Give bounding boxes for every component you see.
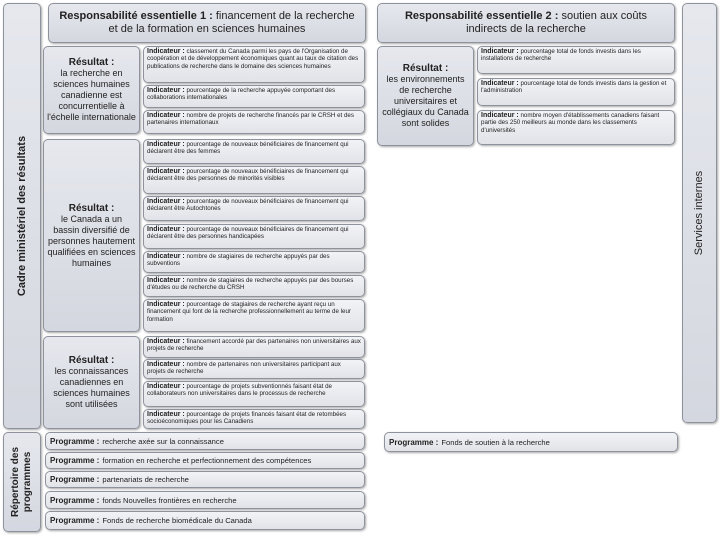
indicator-2-1: Indicateur : pourcentage de nouveaux bénéficiaires de financement qui déclarent être des femmes [143, 139, 365, 164]
indicator-2-5: Indicateur : nombre de stagiaires de recherche appuyés par des subventions [143, 251, 365, 273]
indicator-3-2: Indicateur : nombre de partenaires non universitaires participant aux projets de recherche [143, 359, 365, 379]
indicator-1-2: Indicateur : pourcentage de la recherche appuyée comportant des collaborations internationales [143, 85, 365, 108]
indicator-3-3: Indicateur : pourcentage de projets subventionnés faisant état de collaborateurs non universitaires dans le processus de recherche [143, 381, 365, 407]
internal-services-label: Services internes [693, 170, 706, 256]
internal-services-panel [682, 3, 717, 423]
indicator-4-1: Indicateur : pourcentage total de fonds investis dans les installations de recherche [477, 46, 675, 74]
indicator-3-4: Indicateur : pourcentage de projets financés faisant état de retombées socioéconomiques pour les Canadiens [143, 409, 365, 429]
indicator-4-2: Indicateur : pourcentage total de fonds investis dans la gestion et l'administration [477, 78, 675, 106]
indicator-1-3: Indicateur : nombre de projets de recherche financés par le CRSH et des partenaires internationaux [143, 110, 365, 134]
program-4: Programme : fonds Nouvelles frontières en recherche [45, 491, 365, 509]
result-2: Résultat : le Canada a un bassin diversifié de personnes hautement qualifiées en sciences humaines [43, 139, 140, 332]
framework-label: Cadre ministériel des résultats [16, 135, 28, 297]
indicator-2-7: Indicateur : pourcentage de stagiaires de recherche ayant reçu un financement qui font de la recherche professionnellement au terme de leur formation [143, 299, 365, 332]
indicator-2-4: Indicateur : pourcentage de nouveaux bénéficiaires de financement qui déclarent être des personnes handicapées [143, 224, 365, 249]
program-3: Programme : partenariats de recherche [45, 471, 365, 488]
framework-panel [3, 3, 41, 429]
result-4: Résultat : les environnements de recherche universitaires et collégiaux du Canada sont solides [377, 46, 474, 146]
core-responsibility-2-title: Responsabilité essentielle 2 : soutien aux coûts indirects de la recherche [377, 3, 675, 43]
program-2: Programme : formation en recherche et perfectionnement des compétences [45, 452, 365, 469]
result-3: Résultat : les connaissances canadiennes en sciences humaines sont utilisées [43, 336, 140, 429]
core-responsibility-1-title: Responsabilité essentielle 1 : financement de la recherche et de la formation en sciences humaines [48, 3, 366, 43]
indicator-2-6: Indicateur : nombre de stagiaires de recherche appuyés par des bourses d'études ou de recherche du CRSH [143, 275, 365, 297]
indicator-1-1: Indicateur : classement du Canada parmi les pays de l'Organisation de coopération et de développement économiques quant au taux de citation des publications de recherche dans le domaine des sciences humaines [143, 46, 365, 83]
program-inventory-label: Répertoire des programmes [10, 446, 33, 518]
program-5: Programme : Fonds de recherche biomédicale du Canada [45, 511, 365, 530]
indicator-2-2: Indicateur : pourcentage de nouveaux bénéficiaires de financement qui déclarent être des personnes de minorités visibles [143, 166, 365, 194]
program-inventory-panel [3, 432, 41, 532]
indicator-3-1: Indicateur : financement accordé par des partenaires non universitaires aux projets de recherche [143, 336, 365, 358]
result-1: Résultat : la recherche en sciences humaines canadienne est concurrentielle à l'échelle internationale [43, 46, 140, 134]
program-1: Programme : recherche axée sur la connaissance [45, 432, 365, 450]
program-6: Programme : Fonds de soutien à la recherche [384, 432, 678, 452]
indicator-2-3: Indicateur : pourcentage de nouveaux bénéficiaires de financement qui déclarent être Autochtones [143, 196, 365, 221]
indicator-4-3: Indicateur : nombre moyen d'établissements canadiens faisant partie des 250 meilleurs au monde dans les classements d'universités [477, 110, 675, 145]
